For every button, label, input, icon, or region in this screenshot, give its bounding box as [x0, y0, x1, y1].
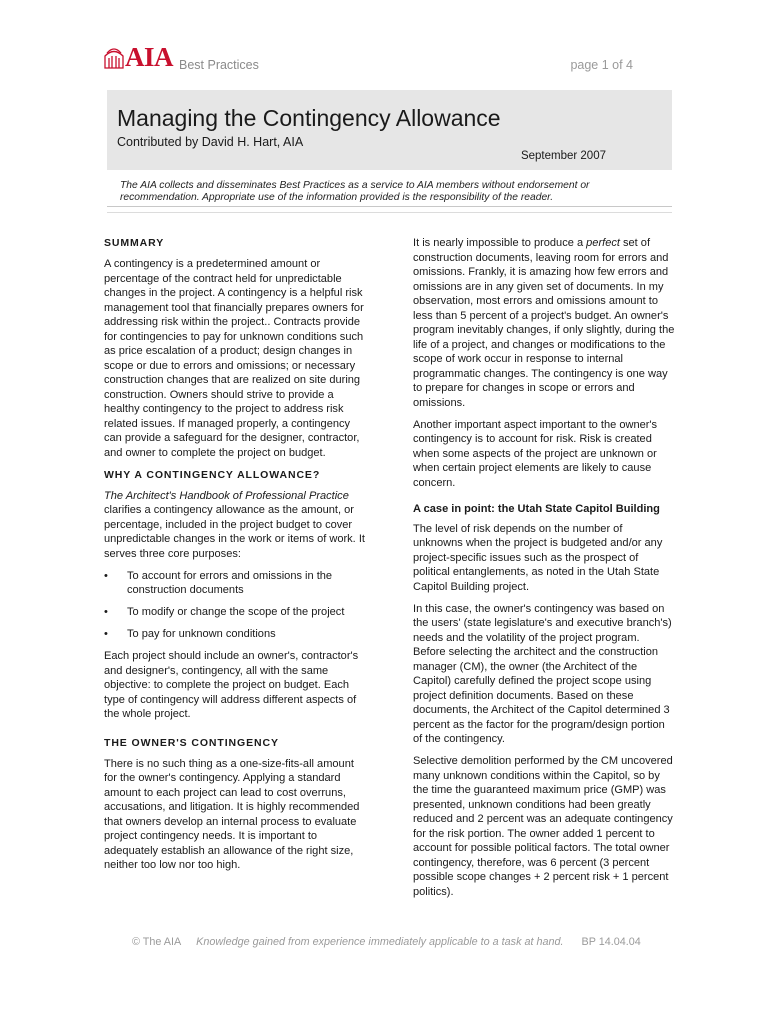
footer-tagline: Knowledge gained from experience immediately applicable to a task at hand. [196, 936, 564, 948]
risk-paragraph: Another important aspect important to the owner's contingency is to account for risk. Risk is created when some aspects of the project are unknown or when certain project elements are likely to cause concern. [413, 418, 658, 489]
bullet-icon: • [104, 606, 108, 618]
title-block [107, 90, 672, 170]
list-item [104, 627, 366, 642]
risk-level-paragraph: The level of risk depends on the number of unknowns when the project is budgeted and/or any project-specific issues such as the prospect of political entanglements, as noted in the Utah State Capitol Building project. [413, 522, 663, 593]
page-header [103, 42, 633, 76]
page-footer [132, 935, 652, 949]
list-item [104, 569, 366, 598]
copyright-text: © The AIA [132, 936, 182, 948]
list-item-text: To modify or change the scope of the project [127, 606, 345, 618]
list-item-text: To pay for unknown conditions [127, 628, 276, 640]
selective-demolition-paragraph: Selective demolition performed by the CM uncovered many unknown conditions within the Capitol, so by the time the guaranteed maximum price (GMP) was presented, unknown conditions had been greatly reduced and 2 percent was an adequate contingency for the risk portion. The owner added 1 percent to account for possible political factors. The total owner contingency, therefore, was 6 percent (3 percent possible scope changes + 2 percent risk + 1 percent politics). [413, 755, 673, 898]
document-code: BP 14.04.04 [581, 936, 641, 948]
bullet-icon: • [104, 569, 108, 582]
left-column [104, 236, 366, 880]
aia-logo-text: AIA [125, 42, 174, 72]
page-indicator: page 1 of 4 [570, 58, 633, 72]
owners-contingency-heading: THE OWNER'S CONTINGENCY [104, 736, 279, 749]
handbook-title: The Architect's Handbook of Professional Practice [104, 489, 349, 502]
contributor-line: Contributed by David H. Hart, AIA [117, 135, 304, 149]
why-contingency-heading: WHY A CONTINGENCY ALLOWANCE? [104, 468, 321, 481]
summary-heading: SUMMARY [104, 237, 165, 249]
owner-contingency-basis-paragraph: In this case, the owner's contingency was based on the users' (state legislature's and executive branch's) needs and the volatility of the project program. Before selecting the architect and the construction manager (CM), the owner (the Architect of the Capitol) carefully defined the project scope using project definition documents. Based on these documents, the Architect of the Capitol determined 3 percent as the factor for the program/design portion of the contingency. [413, 602, 672, 745]
list-item-text: To account for errors and omissions in the construction documents [127, 569, 333, 596]
divider [107, 212, 672, 213]
perfect-documents-paragraph [413, 236, 675, 410]
document-title: Managing the Contingency Allowance [117, 105, 501, 131]
purposes-list [104, 569, 366, 642]
aia-logo-icon [103, 46, 125, 70]
divider [107, 206, 672, 207]
best-practices-label: Best Practices [179, 58, 259, 72]
emphasis-text: perfect [586, 237, 620, 249]
paragraph-text: set of construction documents, leaving room for errors and omissions. Frankly, it is amazing how few errors and omissions are in any given set of documents. In my observation, most errors and omissions amount to less than 5 percent of a project's budget. An owner's program inevitably changes, if only slightly, during the life of a project, and changes or modifications to the scope of work occur in response to internal programmatic changes. The contingency is one way to prepare for changes in scope or errors and omissions. [413, 237, 675, 409]
each-project-paragraph: Each project should include an owner's, contractor's and designer's, contingency, all with the same objective: to complete the project on budget. Each type of contingency will address different aspects of the whole project. [104, 650, 359, 720]
list-item [104, 605, 366, 620]
disclaimer: The AIA collects and disseminates Best Practices as a service to AIA members without endorsement or recommendation. Appropriate use of the information provided is the responsibility of the reader. [120, 180, 590, 203]
owners-contingency-paragraph: There is no such thing as a one-size-fits-all amount for the owner's contingency. Applying a standard amount to each project can lead to cost overruns, accusations, and litigation. It is highly recommended that owners develop an internal process to evaluate project contingency needs. It is important to adequately establish an allowance of the right size, neither too low nor too high. [104, 757, 360, 871]
summary-paragraph: A contingency is a predetermined amount or percentage of the contract held for unpredictable changes in the project. A contingency is a helpful risk management tool that financially prepares owners for addressing risk within the project.. Contracts provide for contingencies to pay for unknown conditions such as price escalation of a product; design changes in scope or due to errors and omissions; or necessary construction changes that are realized on site during construction. Owners should strive to provide a healthy contingency to the project to address risk related issues. If managed properly, a contingency can provide a safeguard for the designer, contractor, and owner to complete the project on budget. [104, 258, 364, 459]
right-column [413, 236, 675, 907]
bullet-icon: • [104, 628, 108, 640]
case-study-heading: A case in point: the Utah State Capitol Building [413, 503, 660, 515]
why-contingency-paragraph [104, 489, 366, 562]
why-contingency-text: clarifies a contingency allowance as the amount, or percentage, included in the project budget to cover unpredictable changes in the work or items of work. It serves three core purposes: [104, 504, 365, 560]
publication-date: September 2007 [520, 150, 606, 162]
paragraph-text: It is nearly impossible to produce a [413, 237, 587, 249]
